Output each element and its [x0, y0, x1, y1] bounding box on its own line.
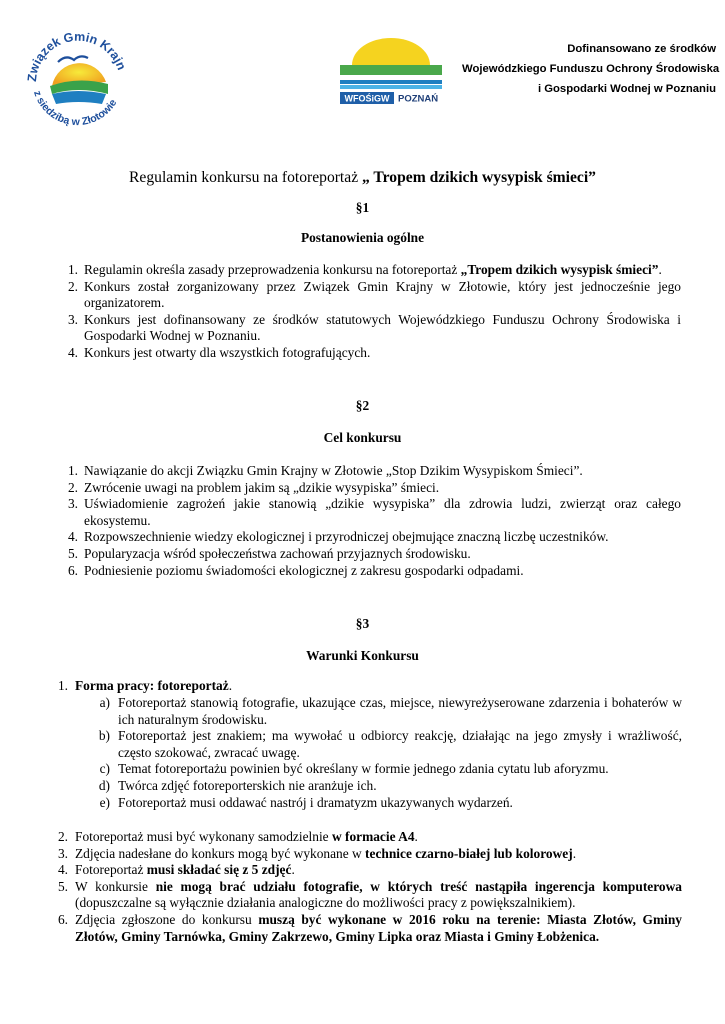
- list-item: 4. Rozpowszechnienie wiedzy ekologicznej i przyrodniczej obejmujące znaczną liczbę uczestników.: [67, 529, 609, 545]
- list-item: 4. Konkurs jest otwarty dla wszystkich fotografujących.: [67, 344, 371, 360]
- list-item: 3. Uświadomienie zagrożeń jakie stanowią „dzikie wysypiska” dla zdrowia ludzi, zwierząt oraz całego ekosystemu.: [67, 496, 681, 528]
- list-item: 5. W konkursie nie mogą brać udziału fotografie, w których treść nastąpiła ingerencja komputerowa (dopuszczalne są wyłącznie działania analogiczne do możliwości pracy z powiększalnikiem).: [57, 878, 682, 911]
- sub-list-item: e) Fotoreportaż musi oddawać nastrój i dramatyzm ukazywanych wydarzeń.: [99, 794, 513, 810]
- document-title: [0, 170, 725, 187]
- list-item: 2. Konkurs został zorganizowany przez Związek Gmin Krajny w Złotowie, który jest jednocześnie jego organizatorem.: [67, 278, 681, 311]
- list-item: 1. Nawiązanie do akcji Związku Gmin Krajny w Złotowie „Stop Dzikim Wysypiskom Śmieci”.: [67, 463, 583, 478]
- section-3-item-1: [48, 678, 682, 695]
- zwiazek-gmin-krajny-logo: [22, 20, 132, 130]
- sub-list-item: d) Twórca zdjęć fotoreporterskich nie aranżuje ich.: [98, 777, 377, 793]
- funding-line-1: Dofinansowano ze środków: [567, 43, 716, 55]
- funding-info: [462, 39, 720, 99]
- funding-line-2: Wojewódzkiego Funduszu Ochrony Środowiska: [462, 63, 720, 75]
- sub-list-item: c) Temat fotoreportażu powinien być określany w formie jednego zdania cytatu lub aforyzmu.: [99, 761, 609, 777]
- list-item: 2. Fotoreportaż musi być wykonany samodzielnie w formacie A4.: [57, 829, 418, 844]
- section-3-list: [48, 829, 682, 945]
- list-item: 1. Regulamin określa zasady przeprowadzenia konkursu na fotoreportaż „Tropem dzikich wysypisk śmieci”.: [67, 262, 662, 277]
- sub-list-item: a) Fotoreportaż stanowią fotografie, ukazujące czas, miejsce, niewyreżyserowane zdarzenia i bohaterów w ich naturalnym środowisku.: [99, 695, 682, 727]
- section-1-heading: Postanowienia ogólne: [300, 230, 425, 245]
- section-1-mark: §1: [355, 200, 370, 215]
- section-2-heading: Cel konkursu: [323, 430, 402, 445]
- logo-left-bottom-text: z siedzibą w Złotowie: [31, 89, 120, 129]
- list-item: 6. Podniesienie poziomu świadomości ekologicznej z zakresu gospodarki odpadami.: [67, 562, 524, 578]
- section-3-mark: §3: [355, 616, 370, 631]
- wfosigw-logo: [332, 35, 450, 107]
- list-item: 3. Zdjęcia nadesłane do konkurs mogą być wykonane w technice czarno-białej lub kolorowej.: [57, 845, 577, 861]
- title-bold: „ Tropem dzikich wysypisk śmieci”: [362, 169, 596, 186]
- list-item: 6. Zdjęcia zgłoszone do konkursu muszą być wykonane w 2016 roku na terenie: Miasta Złotów, Gminy Złotów, Gminy Tarnówka, Gminy Zakrzewo, Gminy Lipka oraz Miasta i Gminy Łobżenica.: [57, 911, 682, 944]
- section-3-sub-list: [94, 695, 682, 811]
- section-2-mark: §2: [355, 398, 370, 413]
- logo-mid-city: POZNAŃ: [398, 93, 439, 105]
- list-item: 4. Fotoreportaż musi składać się z 5 zdjęć.: [57, 862, 295, 878]
- list-item: 3. Konkurs jest dofinansowany ze środków statutowych Wojewódzkiego Funduszu Ochrony Środowiska i Gospodarki Wodnej w Poznaniu.: [67, 311, 681, 344]
- funding-line-3: i Gospodarki Wodnej w Poznaniu: [537, 83, 716, 95]
- logo-mid-text: WFOŚiGW: [344, 93, 390, 104]
- list-item: 2. Zwrócenie uwagi na problem jakim są „dzikie wysypiska” śmieci.: [67, 479, 440, 495]
- section-1-list: [58, 262, 681, 362]
- section-3-heading: Warunki Konkursu: [306, 648, 419, 663]
- list-item: 1. Forma pracy: fotoreportaż.: [57, 678, 233, 693]
- sub-list-item: b) Fotoreportaż jest znakiem; ma wywołać u odbiorcy reakcję, działając na jego zmysły i wrażliwość, często szokować, zwracać uwagę.: [98, 728, 682, 760]
- title-prefix: Regulamin konkursu na fotoreportaż: [129, 169, 363, 186]
- section-2-list: [58, 463, 681, 579]
- list-item: 5. Popularyzacja wśród społeczeństwa zachowań przyjaznych środowisku.: [67, 545, 471, 561]
- logo-left-top-text: Związek Gmin Krajn: [24, 29, 129, 83]
